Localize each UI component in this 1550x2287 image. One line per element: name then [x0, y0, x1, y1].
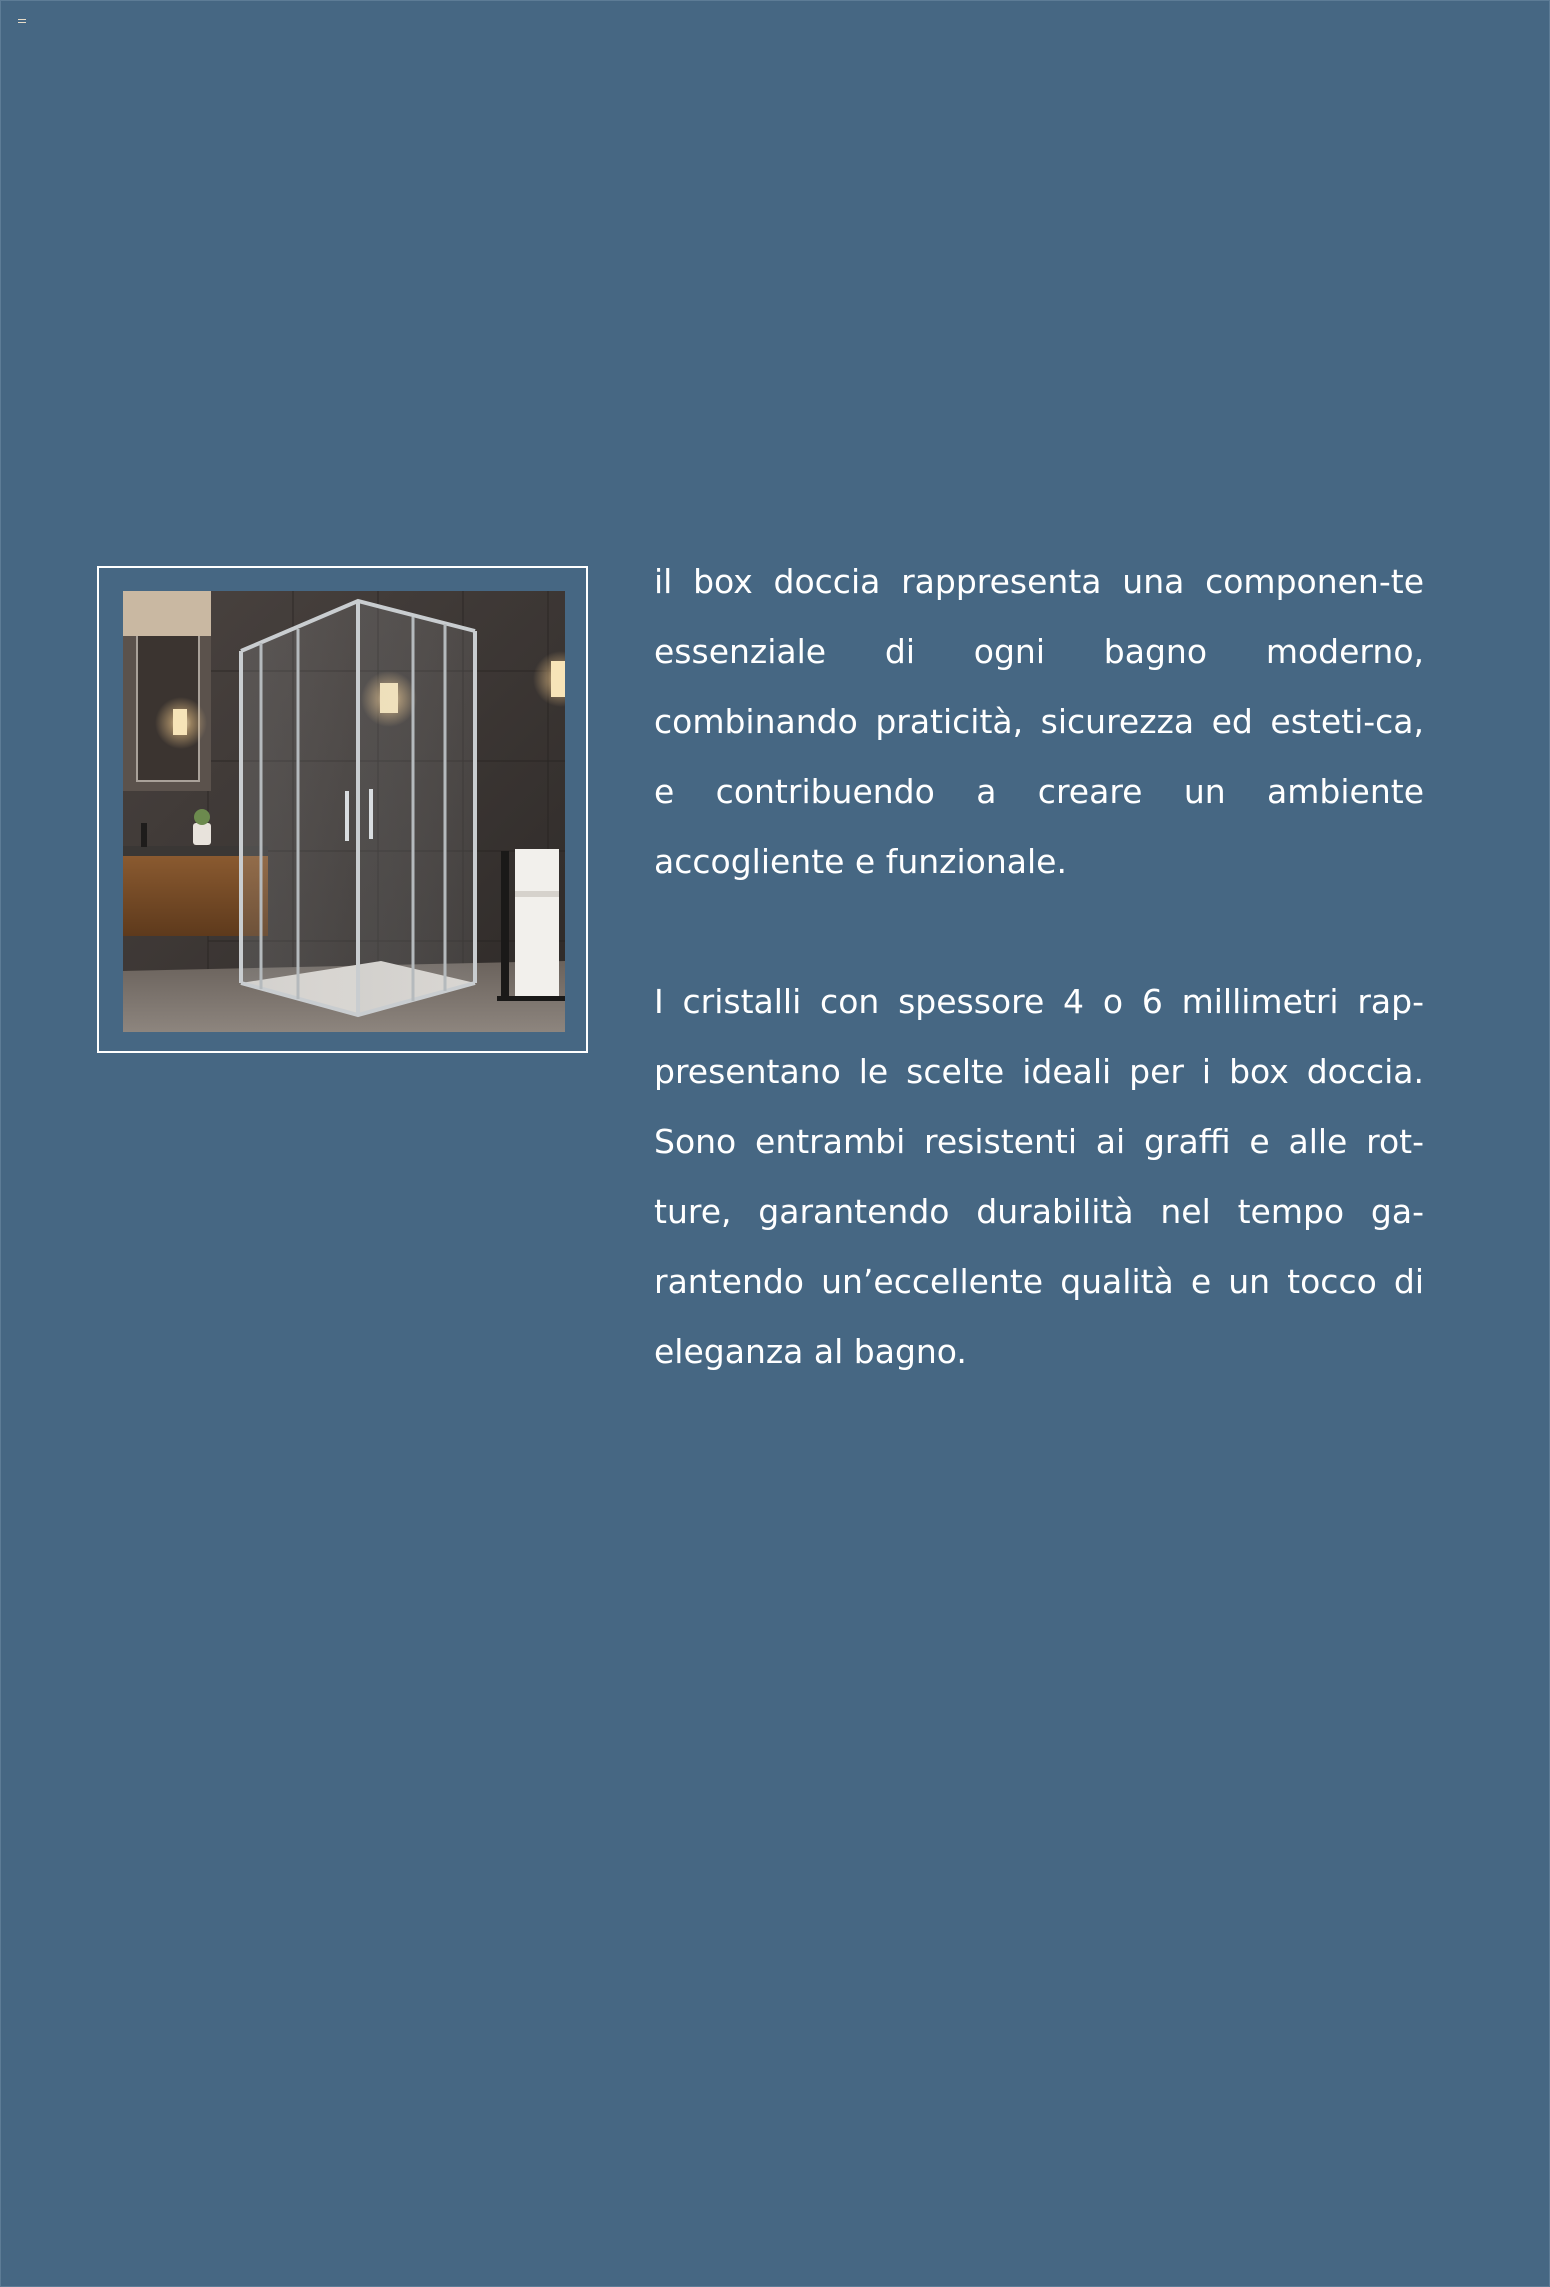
paragraph-crystals: I cristalli con spessore 4 o 6 millimetri rap-presentano le scelte ideali per i box doccia. Sono entrambi resistenti ai graffi e alle rot-ture, garantendo durabilità nel tempo ga-rantendo un’eccellente qualità e un tocco di eleganza al bagno. [654, 982, 1424, 1371]
menu-lines-icon [18, 19, 26, 25]
shower-enclosure-photo [123, 591, 565, 1032]
paragraph-intro: il box doccia rappresenta una componen-te essenziale di ogni bagno moderno, combinando praticità, sicurezza ed esteti-ca, e contribuendo a creare un ambiente accogliente e funzionale. [654, 562, 1424, 881]
body-text [654, 547, 1424, 1387]
